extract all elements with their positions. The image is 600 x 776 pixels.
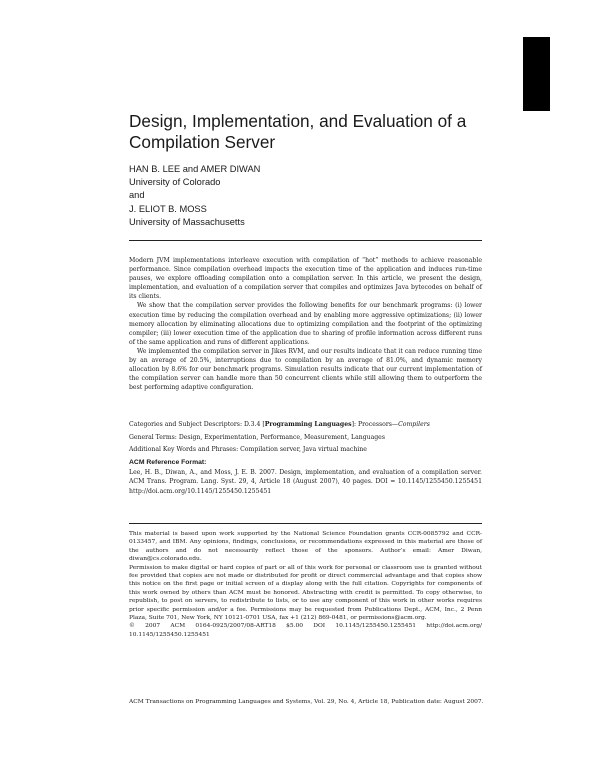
journal-footer: ACM Transactions on Programming Languages and Systems, Vol. 29, No. 4, Article 18, Publication date: August 2007. xyxy=(129,699,484,705)
footnote-rule xyxy=(129,523,482,524)
page-edge-tab xyxy=(523,37,550,111)
general-terms: General Terms: Design, Experimentation, Performance, Measurement, Languages xyxy=(129,433,385,441)
affiliation-line: University of Colorado xyxy=(129,177,221,188)
abstract-paragraph: Modern JVM implementations interleave execution with compilation of “hot” methods to achieve reasonable performance. Since compilation overhead impacts the execution time of the application and induces run-time pauses, we explore offloading compilation onto a compilation server. In this article, we present the design, implementation, and evaluation of a compilation server that compiles and optimizes Java bytecodes on behalf of its clients. xyxy=(129,257,482,301)
keywords: Additional Key Words and Phrases: Compilation server, Java virtual machine xyxy=(129,446,367,454)
funding-note: This material is based upon work supported by the National Science Foundation grants CCR-0085792 and CCR-0133457, and IBM. Any opinions, findings, conclusions, or recommendations expressed in this material are those of the authors and do not necessarily reflect those of the sponsors. Author’s email: Amer Diwan, diwan@cs.colorado.edu. xyxy=(129,531,482,563)
author-line: J. ELIOT B. MOSS xyxy=(129,203,207,214)
author-block xyxy=(129,163,489,229)
abstract xyxy=(129,256,482,392)
abstract-paragraph: We show that the compilation server provides the following benefits for our benchmark programs: (i) lower execution time by reducing the compilation overhead and by enabling more aggressive optimizations; (ii) lower memory allocation by eliminating allocations due to optimizing compilation and the footprint of the optimizing compiler; (iii) lower execution time of the application due to sharing of profile information across different runs of the same application and runs of different applications. xyxy=(129,302,482,346)
author-line: HAN B. LEE and AMER DIWAN xyxy=(129,164,261,174)
categories-line: Categories and Subject Descriptors: D.3.4 [Programming Languages]: Processors—Compilers xyxy=(129,421,430,428)
footnotes xyxy=(129,530,482,639)
metadata-block xyxy=(129,420,482,496)
abstract-paragraph: We implemented the compilation server in Jikes RVM, and our results indicate that it can reduce running time by an average of 20.5%, interruptions due to compilation by an average of 81.0%, and dynamic memory allocation by 8.6% for our benchmark programs. Simulation results indicate that our current implementation of the compilation server can handle more than 50 concurrent clients while still allowing them to outperform the best performing adaptive configuration. xyxy=(129,347,482,392)
paper-title: Design, Implementation, and Evaluation of a Compilation Server xyxy=(129,111,467,152)
author-separator: and xyxy=(129,190,145,201)
copyright-note: © 2007 ACM 0164-0925/2007/08-ART18 $5.00 DOI 10.1145/1255450.1255451 http://doi.acm.org/ 10.1145/1255450.1255451 xyxy=(129,623,482,638)
header-rule xyxy=(129,240,482,241)
affiliation-line: University of Massachusetts xyxy=(129,216,245,227)
permission-note: Permission to make digital or hard copies of part or all of this work for personal or classroom use is granted without fee provided that copies are not made or distributed for profit or direct commercial advantage and that copies show this notice on the first page or initial screen of a display along with the full citation. Copyrights for components of this work owned by others than ACM must be honored. Abstracting with credit is permitted. To copy otherwise, to republish, to post on servers, to redistribute to lists, or to use any component of this work in other works requires prior specific permission and/or a fee. Permissions may be requested from Publications Dept., ACM, Inc., 2 Penn Plaza, Suite 701, New York, NY 10121-0701 USA, fax +1 (212) 869-0481, or permissions@acm.org. xyxy=(129,564,482,622)
acm-reference-text: Lee, H. B., Diwan, A., and Moss, J. E. B. 2007. Design, implementation, and evaluation of a compilation server. ACM Trans. Program. Lang. Syst. 29, 4, Article 18 (August 2007), 40 pages. DOI = 10.1145/1255450.1255451 http://doi.acm.org/10.1145/1255450.1255451 xyxy=(129,469,482,495)
acm-reference-heading: ACM Reference Format: xyxy=(129,459,207,467)
